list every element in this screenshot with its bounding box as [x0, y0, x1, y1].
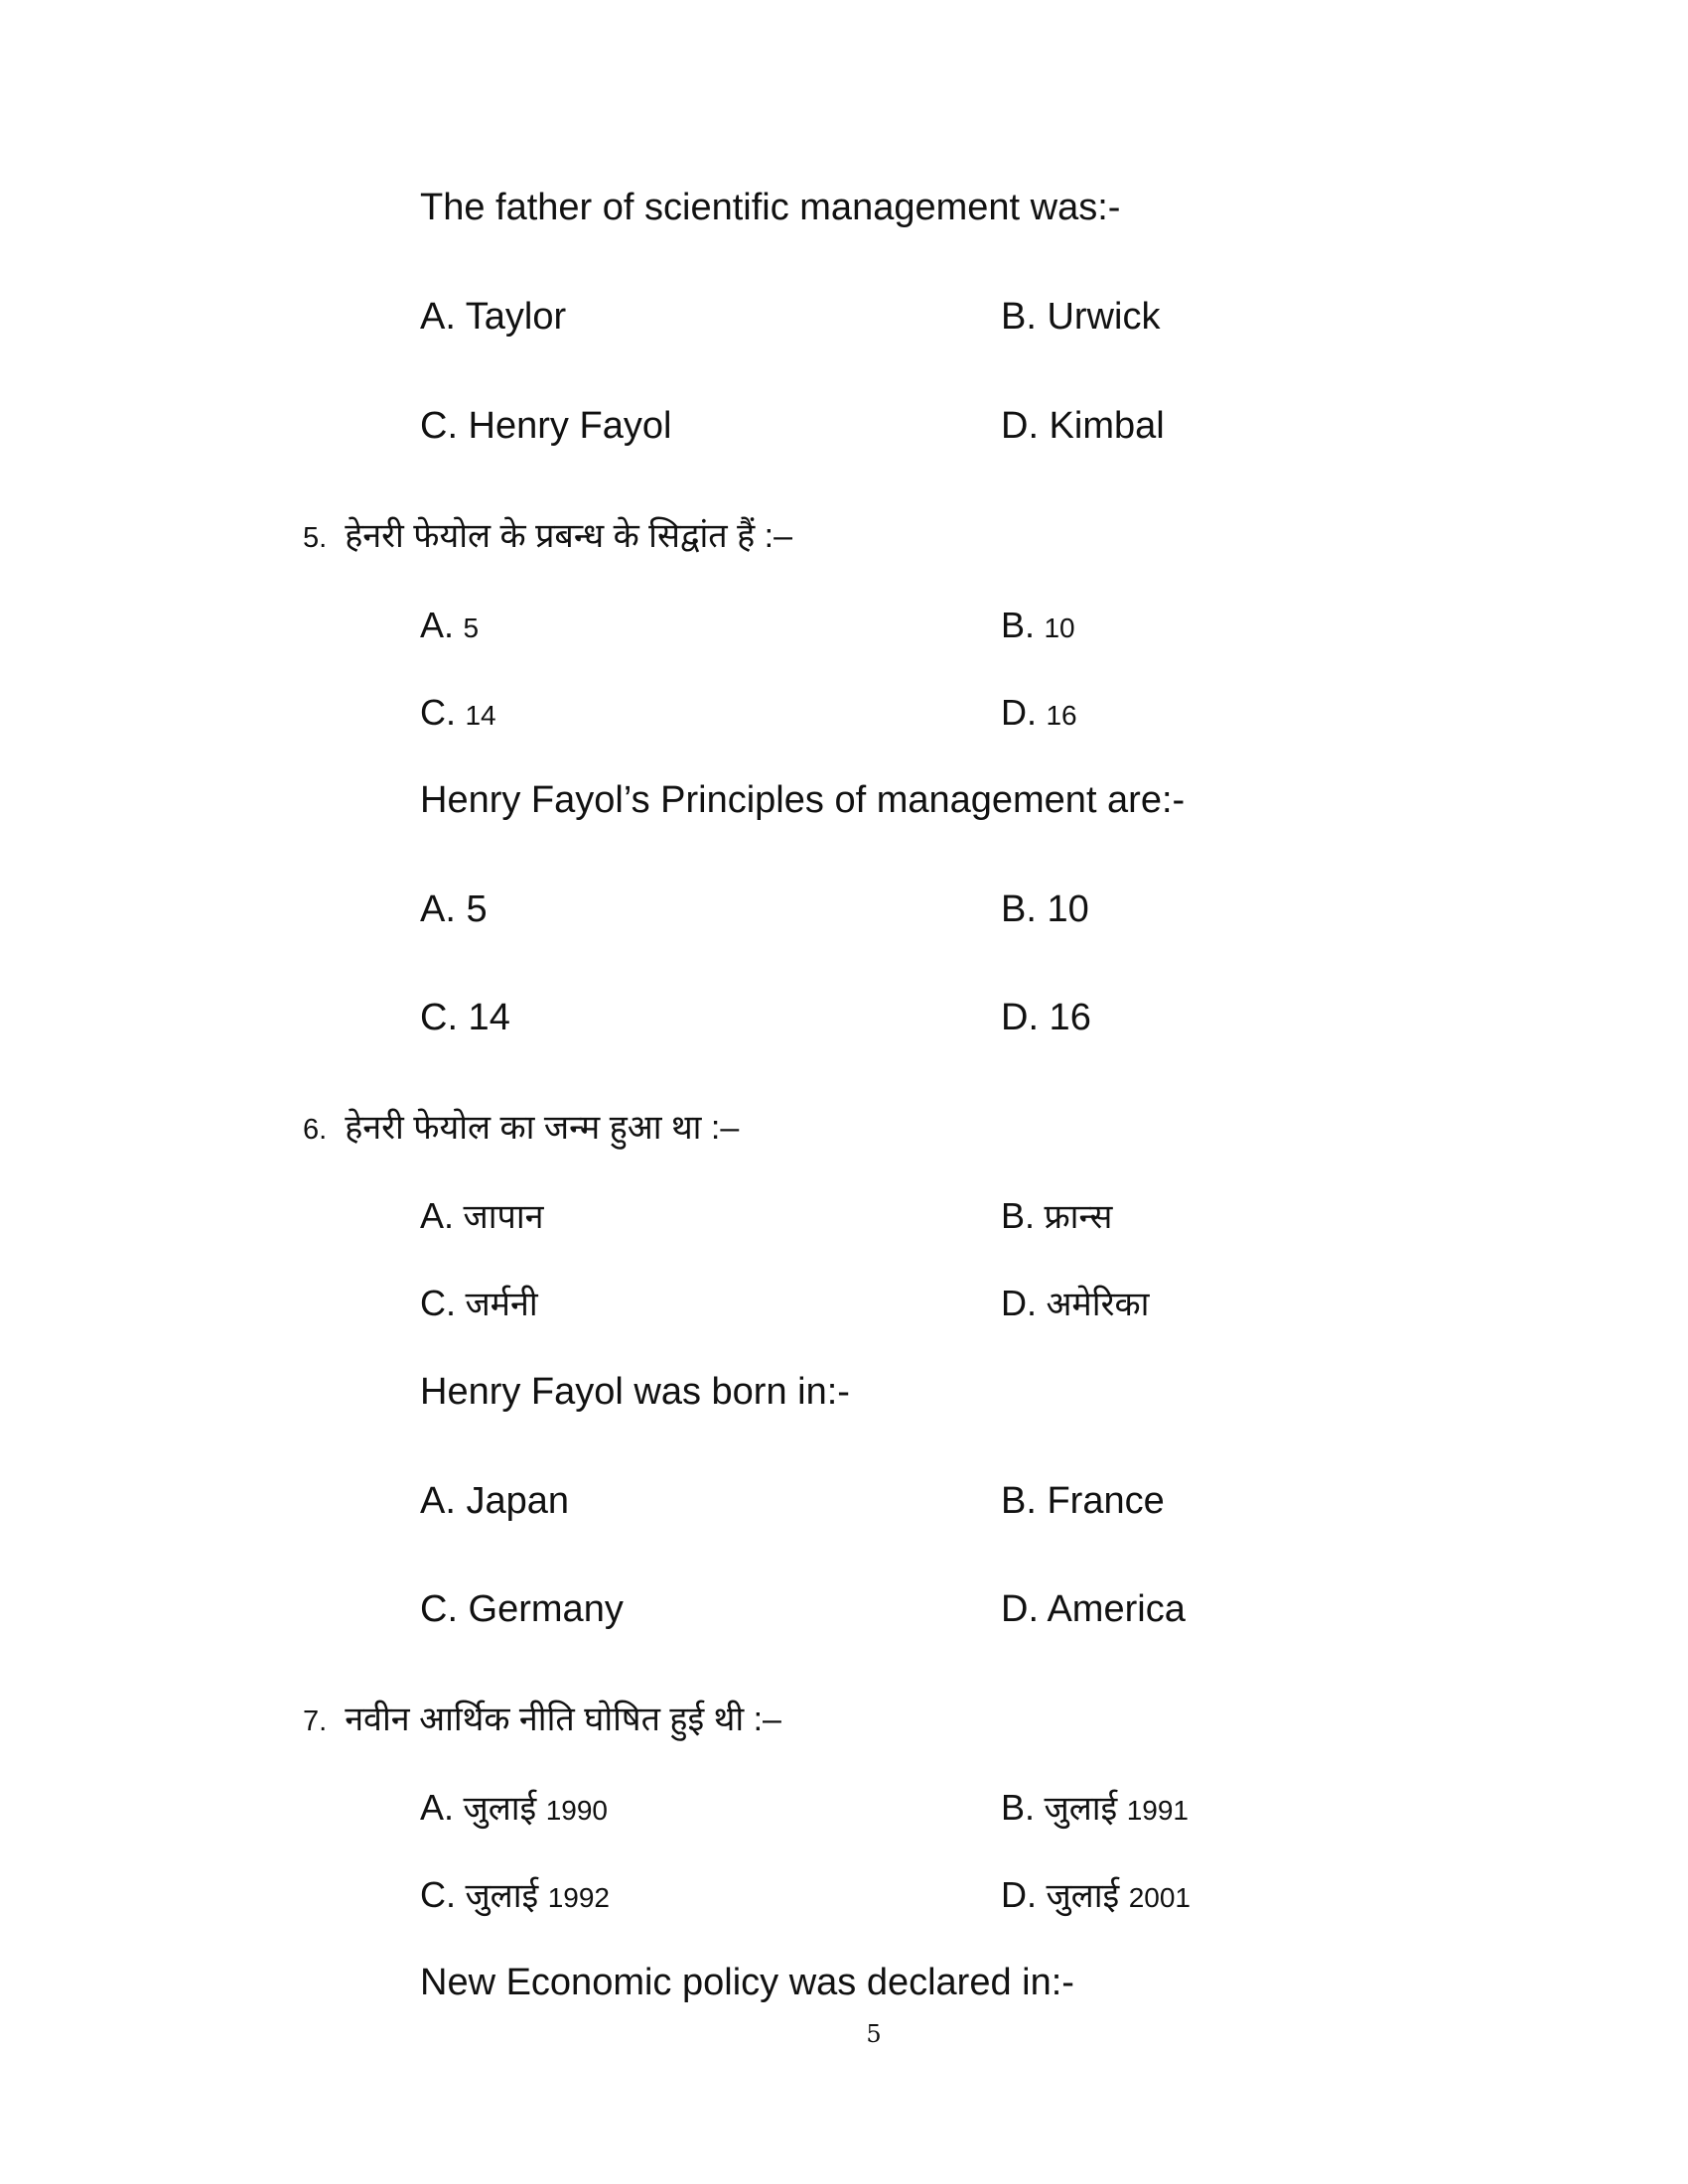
- question-5-english: Henry Fayol’s Principles of management are:-: [420, 779, 1186, 821]
- question-4-english: The father of scientific management was:-: [420, 187, 1121, 228]
- option-a: A. 5: [420, 888, 488, 930]
- question-number: 6.: [303, 1114, 328, 1146]
- option-letter: D.: [1001, 692, 1037, 733]
- option-letter: B.: [1001, 1195, 1036, 1236]
- option-letter: D.: [1001, 1283, 1037, 1323]
- option-text: जुलाई: [1046, 1877, 1120, 1915]
- option-text: 5: [463, 613, 480, 643]
- option-a-hindi: [420, 1195, 544, 1236]
- option-d-hindi: [1001, 1874, 1191, 1915]
- option-a: A. Taylor: [420, 296, 567, 338]
- option-b-hindi: [1001, 605, 1075, 645]
- option-c-hindi: [420, 692, 496, 733]
- question-5-hindi: [303, 519, 792, 553]
- option-c-hindi: [420, 1283, 538, 1323]
- option-year: 1992: [547, 1882, 610, 1913]
- question-text: हेनरी फेयोल का जन्म हुआ था :–: [345, 1109, 740, 1147]
- question-number: 5.: [303, 522, 328, 554]
- option-year: 1990: [545, 1795, 608, 1826]
- option-text: फ्रान्स: [1044, 1198, 1113, 1236]
- option-letter: B.: [1001, 1787, 1036, 1828]
- option-text: 14: [465, 700, 496, 731]
- question-text: हेनरी फेयोल के प्रबन्ध के सिद्वांत हैं :–: [345, 517, 792, 555]
- option-text: 16: [1046, 700, 1077, 731]
- option-text: जापान: [463, 1198, 544, 1236]
- option-letter: A.: [420, 1195, 455, 1236]
- option-d-hindi: [1001, 1283, 1150, 1323]
- option-d-hindi: [1001, 692, 1077, 733]
- option-a-hindi: [420, 1787, 608, 1828]
- option-d: D. America: [1001, 1588, 1186, 1630]
- option-year: 2001: [1128, 1882, 1191, 1913]
- option-b-hindi: [1001, 1787, 1189, 1828]
- option-letter: C.: [420, 1283, 456, 1323]
- option-text: अमेरिका: [1046, 1286, 1150, 1323]
- option-letter: B.: [1001, 605, 1036, 645]
- option-b: B. Urwick: [1001, 296, 1161, 338]
- option-letter: C.: [420, 1874, 456, 1915]
- option-c: C. Henry Fayol: [420, 405, 672, 447]
- option-c: C. 14: [420, 997, 510, 1038]
- question-7-english: New Economic policy was declared in:-: [420, 1962, 1074, 2003]
- option-b: B. 10: [1001, 888, 1089, 930]
- question-7-hindi: [303, 1703, 781, 1736]
- option-letter: D.: [1001, 1874, 1037, 1915]
- question-number: 7.: [303, 1706, 328, 1737]
- option-year: 1991: [1126, 1795, 1189, 1826]
- option-c-hindi: [420, 1874, 610, 1915]
- option-letter: A.: [420, 1787, 455, 1828]
- question-text: नवीन आर्थिक नीति घोषित हुई थी :–: [345, 1701, 781, 1738]
- option-letter: A.: [420, 605, 455, 645]
- option-d: D. Kimbal: [1001, 405, 1165, 447]
- option-c: C. Germany: [420, 1588, 624, 1630]
- option-text: जुलाई: [465, 1877, 539, 1915]
- option-d: D. 16: [1001, 997, 1091, 1038]
- option-text: जुलाई: [463, 1790, 537, 1828]
- option-b: B. France: [1001, 1480, 1165, 1522]
- option-a: A. Japan: [420, 1480, 569, 1522]
- option-text: जुलाई: [1044, 1790, 1118, 1828]
- option-text: 10: [1044, 613, 1075, 643]
- option-text: जर्मनी: [465, 1286, 538, 1323]
- option-b-hindi: [1001, 1195, 1113, 1236]
- page-number: 5: [866, 2020, 882, 2048]
- question-6-english: Henry Fayol was born in:-: [420, 1371, 850, 1413]
- option-a-hindi: [420, 605, 480, 645]
- question-6-hindi: [303, 1111, 739, 1145]
- option-letter: C.: [420, 692, 456, 733]
